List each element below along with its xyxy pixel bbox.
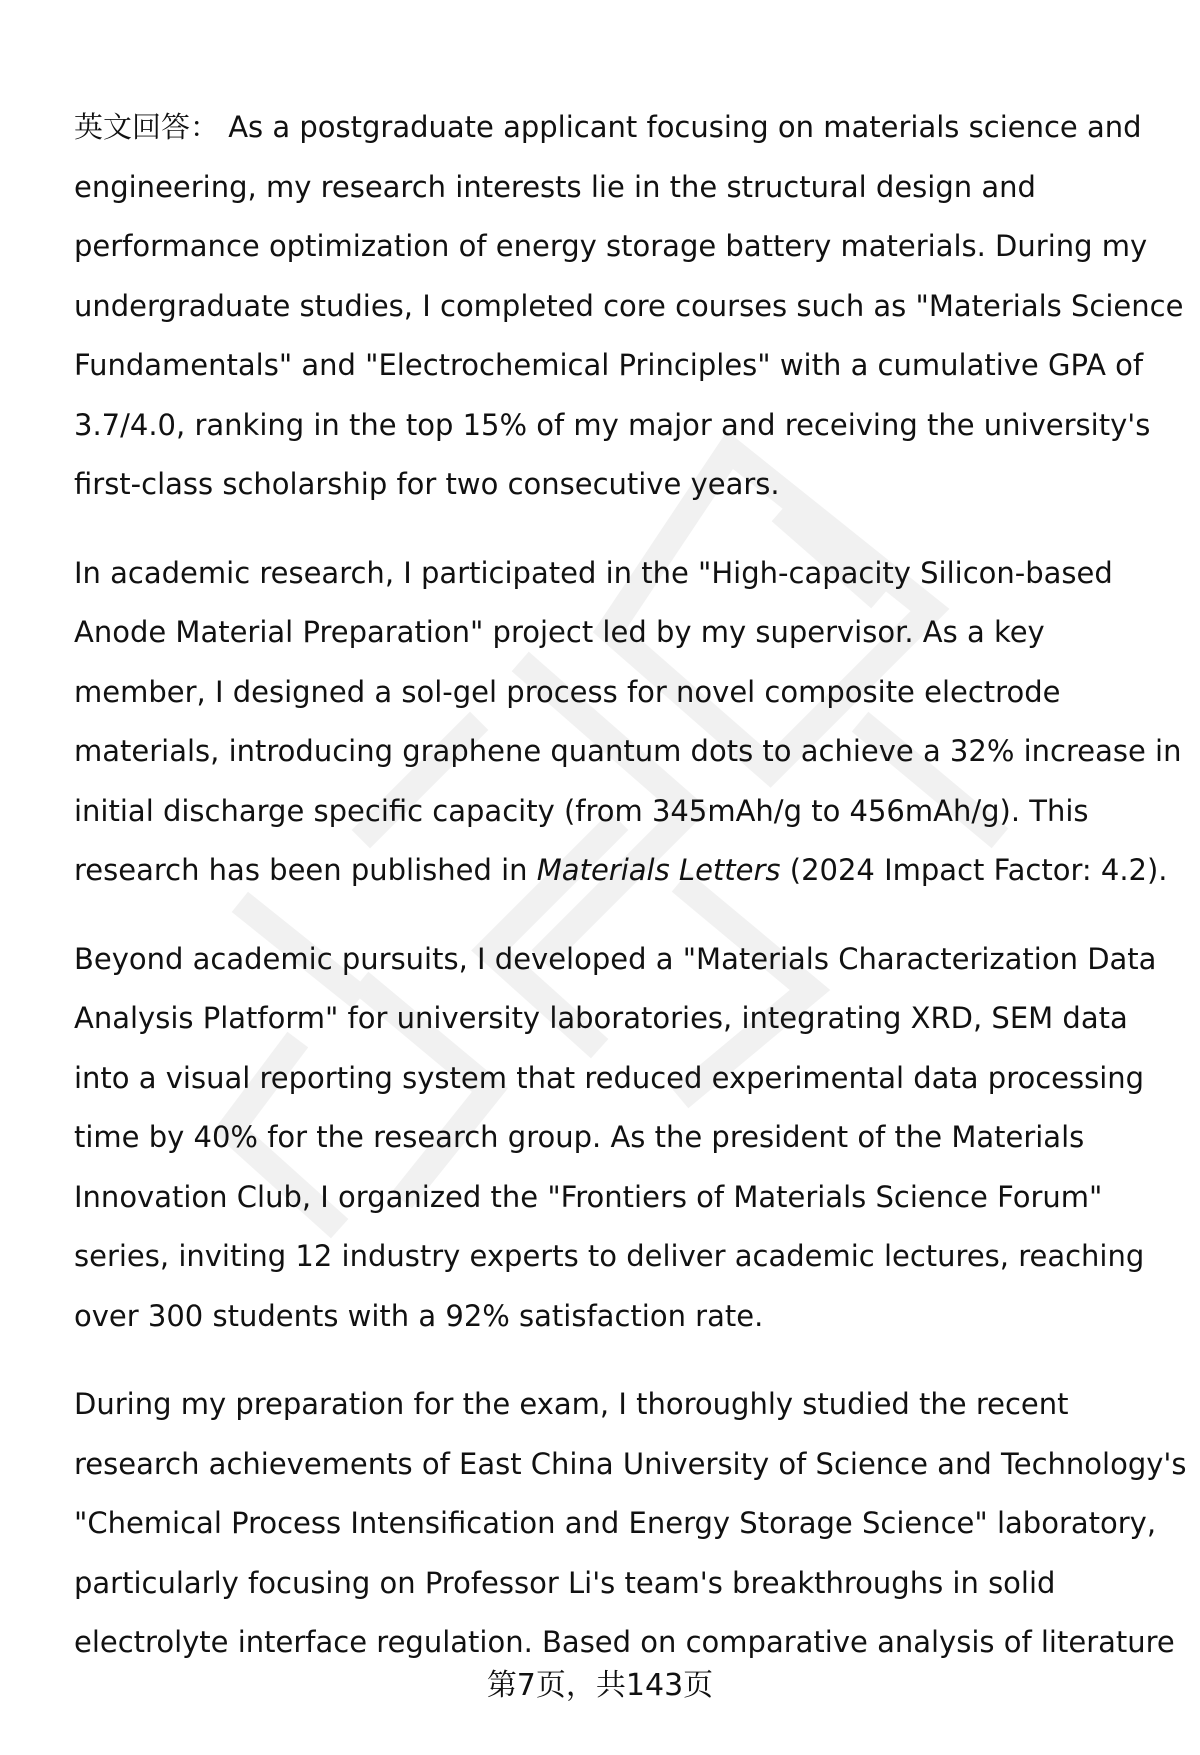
text-line: Analysis Platform" for university laboratories, integrating XRD, SEM data: [74, 1001, 1128, 1035]
text-line: research achievements of East China University of Science and Technology's: [74, 1446, 1187, 1481]
text-line: undergraduate studies, I completed core courses such as "Materials Science: [74, 288, 1184, 323]
text-line: engineering, my research interests lie in the structural design and: [74, 169, 1036, 204]
publication-suffix: (2024 Impact Factor: 4.2).: [780, 853, 1168, 887]
text-line: first-class scholarship for two consecutive years.: [74, 467, 780, 501]
text-line: 3.7/4.0, ranking in the top 15% of my major and receiving the university's: [74, 407, 1151, 442]
text-line: member, I designed a sol-gel process for novel composite electrode: [74, 674, 1061, 709]
text-line: Beyond academic pursuits, I developed a "Materials Characterization Data: [74, 941, 1157, 976]
text-line: series, inviting 12 industry experts to deliver academic lectures, reaching: [74, 1239, 1145, 1273]
publication-prefix: research has been published in: [74, 853, 537, 887]
text-line: over 300 students with a 92% satisfaction rate.: [74, 1298, 764, 1333]
text-line: During my preparation for the exam, I thoroughly studied the recent: [74, 1387, 1069, 1421]
text-line: performance optimization of energy storage battery materials. During my: [74, 229, 1148, 263]
document-body: [74, 98, 1187, 1702]
paragraph-intro: [74, 98, 1184, 515]
text-line: electrolyte interface regulation. Based on comparative analysis of literature: [74, 1625, 1175, 1659]
text-line: "Chemical Process Intensification and Energy Storage Science" laboratory,: [74, 1506, 1157, 1540]
text-line: Innovation Club, I organized the "Frontiers of Materials Science Forum": [74, 1179, 1103, 1214]
journal-name: Materials Letters: [536, 853, 781, 887]
text-line: particularly focusing on Professor Li's team's breakthroughs in solid: [74, 1565, 1056, 1600]
text-line-publication: [74, 841, 1168, 901]
paragraph-activities: [74, 930, 1157, 1347]
paragraph-preparation: [74, 1375, 1187, 1673]
text-line: time by 40% for the research group. As the president of the Materials: [74, 1120, 1085, 1154]
text-line: In academic research, I participated in the "High-capacity Silicon-based: [74, 555, 1113, 590]
text-line: Fundamentals" and "Electrochemical Principles" with a cumulative GPA of: [74, 348, 1144, 382]
text-line: initial discharge specific capacity (from 345mAh/g to 456mAh/g). This: [74, 793, 1089, 828]
text-line: Anode Material Preparation" project led by my supervisor. As a key: [74, 615, 1045, 649]
text-line: 英文回答： As a postgraduate applicant focusing on materials science and: [74, 110, 1142, 144]
page-number-footer: 第7页，共143页: [486, 1668, 714, 1703]
text-line: into a visual reporting system that reduced experimental data processing: [74, 1060, 1145, 1095]
paragraph-research: [74, 544, 1182, 901]
text-line: materials, introducing graphene quantum dots to achieve a 32% increase in: [74, 734, 1182, 768]
